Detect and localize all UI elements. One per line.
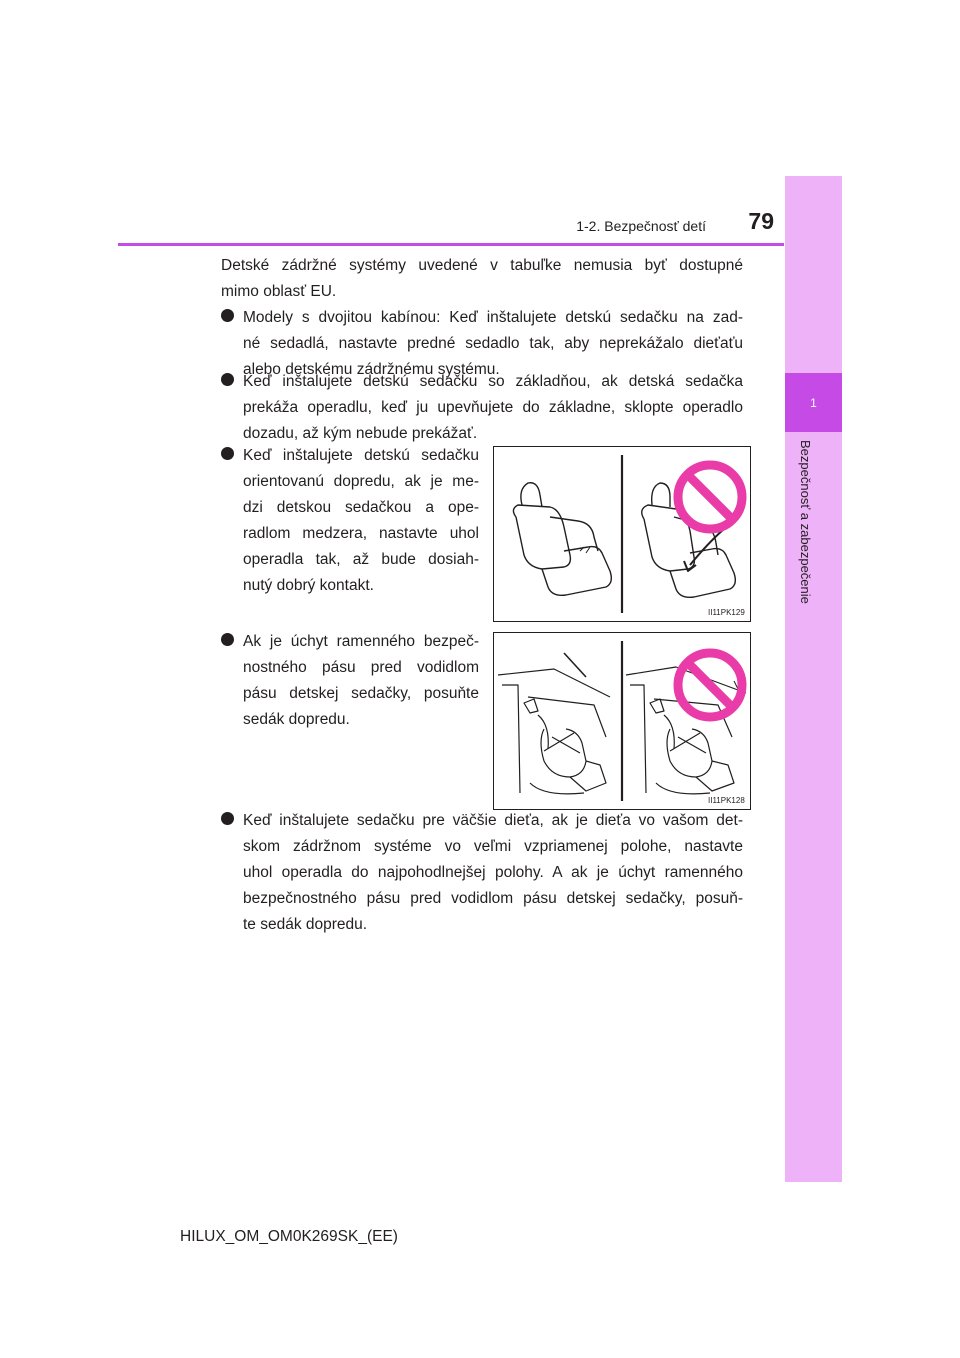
bullet-line: skom zádržnom systéme vo veľmi vzpriamenej polohe, nastavte bbox=[243, 838, 743, 855]
document-code-footer: HILUX_OM_OM0K269SK_(EE) bbox=[180, 1228, 398, 1245]
bullet-line: dozadu, až kým nebude prekážať. bbox=[243, 425, 478, 442]
bullet-dot-icon bbox=[221, 812, 234, 825]
bullet-line: uhol operadla do najpohodlnejšej polohy. A ak je úchyt ramenného bbox=[243, 864, 743, 881]
bullet-text bbox=[243, 629, 479, 733]
page-number: 79 bbox=[748, 208, 774, 234]
bullet-line: né sedadlá, nastavte predné sedadlo tak, aby neprekážalo dieťaťu bbox=[243, 335, 743, 352]
figure-code: II11PK128 bbox=[708, 796, 745, 805]
bullet-text bbox=[243, 443, 479, 599]
bullet-line: te sedák dopredu. bbox=[243, 916, 368, 933]
bullet-line: bezpečnostného pásu pred vodidlom pásu detskej sedačky, posuň- bbox=[243, 890, 743, 907]
bullet-line: Keď inštalujete detskú sedačku bbox=[243, 447, 479, 464]
prohibition-icon bbox=[678, 653, 742, 717]
belt-guide-illustration bbox=[494, 633, 750, 809]
bullet-dot-icon bbox=[221, 447, 234, 460]
intro-paragraph bbox=[221, 253, 743, 305]
chapter-side-tab bbox=[785, 176, 842, 1182]
bullet-dot-icon bbox=[221, 633, 234, 646]
bullet-line: alebo detskému zádržnému systému. bbox=[243, 361, 500, 378]
bullet-line: nutý dobrý kontakt. bbox=[243, 577, 374, 594]
bullet-line: pásu detskej sedačky, posuňte bbox=[243, 685, 479, 702]
bullet-line: Ak je úchyt ramenného bezpeč- bbox=[243, 633, 479, 650]
bullet-line: Modely s dvojitou kabínou: Keď inštalujete detskú sedačku na zad- bbox=[243, 309, 743, 326]
figure-seat-backrest bbox=[493, 446, 751, 622]
seat-illustration bbox=[494, 447, 750, 621]
bullet-dot-icon bbox=[221, 309, 234, 322]
figure-seat-belt-guide bbox=[493, 632, 751, 810]
intro-line: mimo oblasť EU. bbox=[221, 283, 337, 300]
bullet-dot-icon bbox=[221, 373, 234, 386]
intro-line: Detské zádržné systémy uvedené v tabuľke nemusia byť dostupné bbox=[221, 257, 743, 274]
header-section-title: 1-2. Bezpečnosť detí bbox=[576, 218, 706, 234]
bullet-text bbox=[243, 369, 743, 447]
bullet-line: nostného pásu pred vodidlom bbox=[243, 659, 479, 676]
bullet-line: operadla tak, až bude dosiah- bbox=[243, 551, 479, 568]
bullet-line: Keď inštalujete detskú sedačku so základňou, ak detská sedačka bbox=[243, 373, 743, 390]
chapter-number-text: 1 bbox=[810, 395, 817, 410]
bullet-text bbox=[243, 808, 743, 938]
bullet-line: radlom medzera, nastavte uhol bbox=[243, 525, 479, 542]
chapter-title-text: Bezpečnosť a zabezpečenie bbox=[798, 440, 813, 604]
bullet-line: dzi detskou sedačkou a ope- bbox=[243, 499, 479, 516]
bullet-line: Keď inštalujete sedačku pre väčšie dieťa, ak je dieťa vo vašom det- bbox=[243, 812, 743, 829]
bullet-line: prekáža operadlu, keď ju upevňujete do základne, sklopte operadlo bbox=[243, 399, 743, 416]
bullet-line: sedák dopredu. bbox=[243, 711, 350, 728]
header-rule bbox=[118, 243, 784, 246]
prohibition-icon bbox=[678, 465, 742, 529]
figure-code: II11PK129 bbox=[708, 608, 745, 617]
bullet-line: orientovanú dopredu, ak je me- bbox=[243, 473, 479, 490]
chapter-number bbox=[785, 373, 842, 432]
